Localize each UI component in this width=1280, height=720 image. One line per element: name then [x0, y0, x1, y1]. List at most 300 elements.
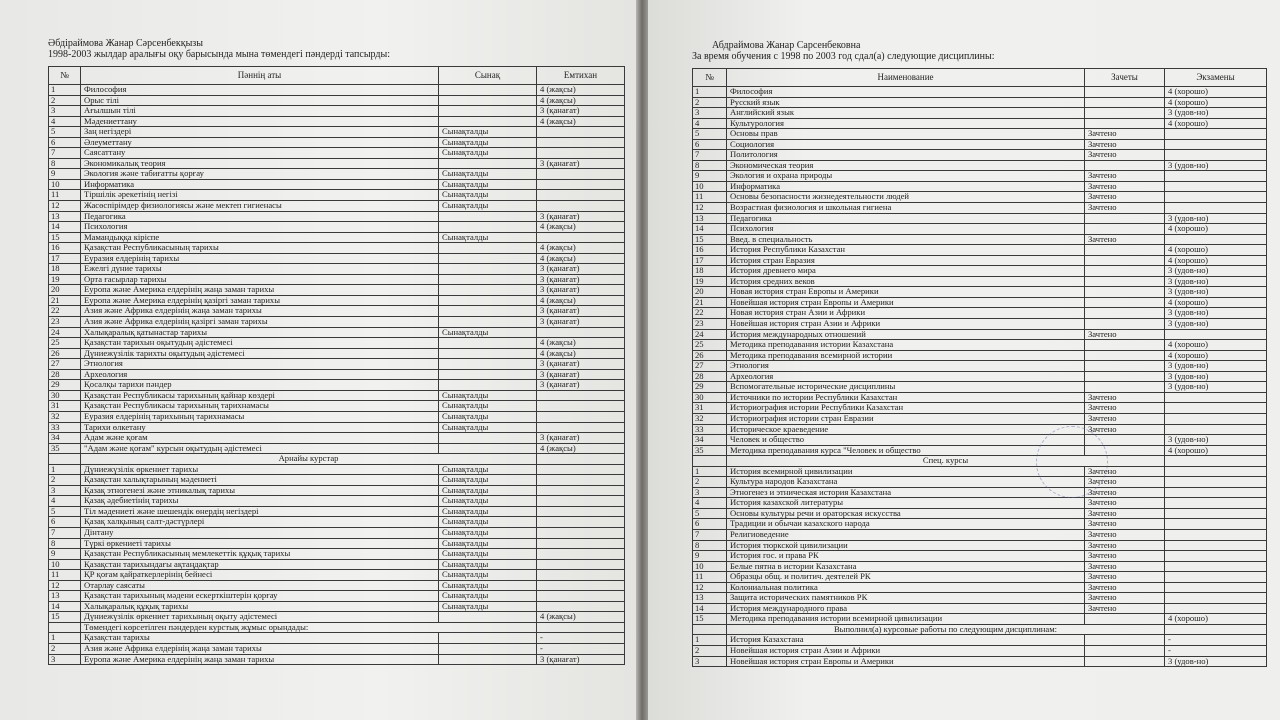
subject-name: История международных отношений — [727, 329, 1085, 340]
credit-result — [439, 443, 537, 454]
subject-name: Қазақстан Республикасының тарихы — [81, 243, 439, 254]
special-courses-header: Спец. курсы — [727, 456, 1165, 467]
subject-name: История стран Евразия — [727, 255, 1085, 266]
subject-name: Новейшая история стран Азии и Африки — [727, 645, 1085, 656]
subject-name: Этногенез и этническая история Казахстана — [727, 487, 1085, 498]
credit-result — [1085, 635, 1165, 646]
exam-grade: 3 (удов-но) — [1165, 361, 1267, 372]
row-number: 25 — [693, 340, 727, 351]
credit-result — [439, 85, 537, 96]
table-row — [693, 171, 1267, 182]
row-number: 9 — [693, 551, 727, 562]
credit-result — [439, 338, 537, 349]
credit-result — [1085, 371, 1165, 382]
row-number: 22 — [49, 306, 81, 317]
credit-result: Сынақталды — [439, 401, 537, 412]
table-row — [693, 340, 1267, 351]
credit-result — [1085, 340, 1165, 351]
row-number: 14 — [693, 224, 727, 235]
credit-result: Зачтено — [1085, 508, 1165, 519]
row-number: 18 — [49, 264, 81, 275]
subject-name: Әлеуметтану — [81, 137, 439, 148]
exam-grade: 3 (удов-но) — [1165, 371, 1267, 382]
subject-name: Методика преподавания истории Казахстана — [727, 340, 1085, 351]
subject-name: Психология — [727, 224, 1085, 235]
table-row — [49, 433, 625, 444]
table-row — [693, 424, 1267, 435]
table-row — [49, 601, 625, 612]
table-row — [49, 338, 625, 349]
table-row — [693, 466, 1267, 477]
row-number: 14 — [49, 601, 81, 612]
row-number: 33 — [49, 422, 81, 433]
exam-grade — [1165, 603, 1267, 614]
header-subject: Наименование — [727, 69, 1085, 87]
transcript-page-kazakh — [0, 0, 636, 720]
row-number: 4 — [693, 118, 727, 129]
table-row — [49, 95, 625, 106]
credit-result: Сынақталды — [439, 169, 537, 180]
exam-grade: 3 (қанағат) — [537, 433, 625, 444]
row-number: 35 — [49, 443, 81, 454]
row-number: 4 — [693, 498, 727, 509]
row-number: 6 — [693, 139, 727, 150]
credit-result — [439, 317, 537, 328]
table-row — [693, 445, 1267, 456]
table-row — [693, 551, 1267, 562]
subject-name: Түркі өркениеті тарихы — [81, 538, 439, 549]
exam-grade — [1165, 487, 1267, 498]
exam-grade: 3 (қанағат) — [537, 306, 625, 317]
exam-grade: 3 (удов-но) — [1165, 382, 1267, 393]
subject-name: Дүниежүзілік тарихты оқытудың әдістемесі — [81, 348, 439, 359]
header-subject: Пәннің аты — [81, 67, 439, 85]
section-header-row — [49, 454, 625, 465]
subject-name: Педагогика — [81, 211, 439, 222]
row-number: 27 — [693, 361, 727, 372]
table-row — [693, 582, 1267, 593]
credit-result — [1085, 276, 1165, 287]
exam-grade: 3 (удов-но) — [1165, 266, 1267, 277]
blank-cell — [537, 622, 625, 633]
row-number: 2 — [49, 95, 81, 106]
subject-name: История Казахстана — [727, 635, 1085, 646]
exam-grade — [537, 496, 625, 507]
row-number: 7 — [693, 529, 727, 540]
subject-name: Историческое краеведение — [727, 424, 1085, 435]
exam-grade — [1165, 498, 1267, 509]
exam-grade — [1165, 150, 1267, 161]
exam-grade — [537, 327, 625, 338]
exam-grade — [1165, 181, 1267, 192]
exam-grade — [537, 179, 625, 190]
row-number: 6 — [49, 137, 81, 148]
credit-result — [439, 116, 537, 127]
credit-result: Зачтено — [1085, 498, 1165, 509]
subject-name: Еуразия елдерінің тарихының тарихнамасы — [81, 411, 439, 422]
subject-name: Халықаралық құқық тарихы — [81, 601, 439, 612]
special-courses-header: Арнайы курстар — [81, 454, 537, 465]
subject-name: История казахской литературы — [727, 498, 1085, 509]
table-row — [49, 633, 625, 644]
table-row — [49, 401, 625, 412]
row-number: 20 — [49, 285, 81, 296]
row-number: 14 — [693, 603, 727, 614]
table-row — [49, 158, 625, 169]
table-row — [693, 382, 1267, 393]
exam-grade: 3 (удов-но) — [1165, 287, 1267, 298]
table-row — [49, 411, 625, 422]
subject-name: Адам және қоғам — [81, 433, 439, 444]
table-row — [49, 570, 625, 581]
subject-name: Введ. в специальность — [727, 234, 1085, 245]
subject-name: Этнология — [727, 361, 1085, 372]
exam-grade: 3 (удов-но) — [1165, 213, 1267, 224]
subject-name: Основы культуры речи и ораторская искусства — [727, 508, 1085, 519]
exam-grade: 4 (хорошо) — [1165, 224, 1267, 235]
subject-name: Заң негіздері — [81, 127, 439, 138]
row-number: 23 — [693, 319, 727, 330]
exam-grade — [1165, 582, 1267, 593]
table-row — [49, 127, 625, 138]
row-number: 35 — [693, 445, 727, 456]
table-row — [693, 181, 1267, 192]
row-number: 17 — [693, 255, 727, 266]
row-number: 24 — [693, 329, 727, 340]
blank-cell — [537, 454, 625, 465]
exam-grade — [1165, 192, 1267, 203]
exam-grade: 4 (хорошо) — [1165, 297, 1267, 308]
exam-grade — [537, 580, 625, 591]
exam-grade: 3 (удов-но) — [1165, 435, 1267, 446]
row-number: 11 — [49, 190, 81, 201]
credit-result: Зачтено — [1085, 171, 1165, 182]
credit-result: Зачтено — [1085, 150, 1165, 161]
credit-result: Сынақталды — [439, 601, 537, 612]
credit-result: Сынақталды — [439, 549, 537, 560]
blank-cell — [1165, 624, 1267, 635]
row-number: 10 — [49, 179, 81, 190]
subject-name: Археология — [81, 369, 439, 380]
row-number: 15 — [693, 614, 727, 625]
credit-result: Сынақталды — [439, 464, 537, 475]
exam-grade — [1165, 508, 1267, 519]
exam-grade — [537, 401, 625, 412]
table-row — [49, 464, 625, 475]
credit-result: Сынақталды — [439, 591, 537, 602]
row-number: 31 — [693, 403, 727, 414]
header-number: № — [693, 69, 727, 87]
exam-grade — [1165, 424, 1267, 435]
exam-grade — [1165, 129, 1267, 140]
row-number: 26 — [693, 350, 727, 361]
credit-result: Зачтено — [1085, 487, 1165, 498]
subject-name: Политология — [727, 150, 1085, 161]
credit-result — [1085, 287, 1165, 298]
subject-name: Новейшая история стран Европы и Америки — [727, 297, 1085, 308]
row-number: 1 — [693, 466, 727, 477]
subject-name: Қазақ халқының салт-дәстүрлері — [81, 517, 439, 528]
row-number: 12 — [693, 203, 727, 214]
table-row — [693, 593, 1267, 604]
exam-grade: 4 (хорошо) — [1165, 245, 1267, 256]
subject-name: История средних веков — [727, 276, 1085, 287]
subject-name: Ежелгі дүние тарихы — [81, 264, 439, 275]
exam-grade: 4 (жақсы) — [537, 253, 625, 264]
credit-result — [1085, 97, 1165, 108]
table-row — [693, 540, 1267, 551]
table-row — [49, 317, 625, 328]
table-row — [693, 361, 1267, 372]
row-number: 32 — [49, 411, 81, 422]
subject-name: Культура народов Казахстана — [727, 477, 1085, 488]
row-number: 3 — [49, 106, 81, 117]
subject-name: История всемирной цивилизации — [727, 466, 1085, 477]
row-number: 13 — [693, 213, 727, 224]
row-number: 2 — [693, 645, 727, 656]
row-number: 5 — [49, 506, 81, 517]
subject-name: Азия және Африка елдерінің қазіргі заман тарихы — [81, 317, 439, 328]
subject-name: Дүниежүзілік өркениет тарихының оқыту әдістемесі — [81, 612, 439, 623]
subject-name: Информатика — [81, 179, 439, 190]
table-row — [693, 276, 1267, 287]
credit-result — [439, 433, 537, 444]
credit-result — [439, 348, 537, 359]
subject-name: Традиции и обычаи казахского народа — [727, 519, 1085, 530]
row-number: 21 — [693, 297, 727, 308]
credit-result: Зачтено — [1085, 540, 1165, 551]
subject-name: Саясаттану — [81, 148, 439, 159]
exam-grade — [537, 464, 625, 475]
subject-name: Қазақстан Республикасы тарихының қайнар көздері — [81, 390, 439, 401]
credit-result — [1085, 245, 1165, 256]
subject-name: История международного права — [727, 603, 1085, 614]
row-number: 21 — [49, 295, 81, 306]
exam-grade — [1165, 139, 1267, 150]
exam-grade — [537, 570, 625, 581]
exam-grade — [537, 127, 625, 138]
table-row — [49, 422, 625, 433]
row-number: 16 — [49, 243, 81, 254]
subject-name: Экология және табиғатты қорғау — [81, 169, 439, 180]
row-number: 20 — [693, 287, 727, 298]
subject-name: Экономикалық теория — [81, 158, 439, 169]
blank-cell — [49, 454, 81, 465]
row-number: 2 — [693, 97, 727, 108]
row-number: 15 — [49, 232, 81, 243]
credit-result: Сынақталды — [439, 580, 537, 591]
credit-result: Сынақталды — [439, 527, 537, 538]
table-row — [693, 245, 1267, 256]
credit-result: Зачтено — [1085, 424, 1165, 435]
credit-result — [1085, 445, 1165, 456]
transcript-page-russian — [648, 0, 1280, 720]
exam-grade: 3 (қанағат) — [537, 380, 625, 391]
subject-name: Тарихи өлкетану — [81, 422, 439, 433]
credit-result — [1085, 160, 1165, 171]
exam-grade: - — [537, 643, 625, 654]
table-row — [49, 517, 625, 528]
credit-result — [1085, 266, 1165, 277]
credit-result: Зачтено — [1085, 593, 1165, 604]
credit-result: Сынақталды — [439, 232, 537, 243]
subject-name: Основы безопасности жизнедеятельности людей — [727, 192, 1085, 203]
subject-name: Психология — [81, 222, 439, 233]
exam-grade — [1165, 392, 1267, 403]
subject-name: Педагогика — [727, 213, 1085, 224]
subject-name: Белые пятна в истории Казахстана — [727, 561, 1085, 572]
subject-name: Философия — [81, 85, 439, 96]
subject-name: Новейшая история стран Азии и Африки — [727, 319, 1085, 330]
row-number: 1 — [693, 635, 727, 646]
row-number: 4 — [49, 496, 81, 507]
header-number: № — [49, 67, 81, 85]
credit-result — [1085, 308, 1165, 319]
exam-grade — [537, 485, 625, 496]
table-row — [49, 137, 625, 148]
row-number: 8 — [49, 158, 81, 169]
exam-grade: 4 (жақсы) — [537, 348, 625, 359]
intro-text: 1998-2003 жылдар аралығы оқу барысында мына төмендегі пәндерді тапсырды: — [48, 49, 391, 60]
subject-name: Орыс тілі — [81, 95, 439, 106]
table-row — [693, 255, 1267, 266]
credit-result: Зачтено — [1085, 477, 1165, 488]
credit-result: Зачтено — [1085, 529, 1165, 540]
subject-name: Философия — [727, 87, 1085, 98]
row-number: 10 — [693, 561, 727, 572]
credit-result — [1085, 118, 1165, 129]
exam-grade: 4 (жақсы) — [537, 95, 625, 106]
row-number: 2 — [693, 477, 727, 488]
header-credit: Зачеты — [1085, 69, 1165, 87]
table-row — [49, 612, 625, 623]
row-number: 2 — [49, 643, 81, 654]
table-row — [693, 192, 1267, 203]
table-row — [693, 561, 1267, 572]
row-number: 19 — [49, 274, 81, 285]
credit-result: Зачтено — [1085, 139, 1165, 150]
exam-grade — [1165, 203, 1267, 214]
table-row — [693, 108, 1267, 119]
subject-name: Культурология — [727, 118, 1085, 129]
table-row — [49, 201, 625, 212]
credit-result — [1085, 350, 1165, 361]
row-number: 13 — [693, 593, 727, 604]
exam-grade — [537, 591, 625, 602]
subject-name: Қазақстан Республикасының мемлекеттік құқық тарихы — [81, 549, 439, 560]
row-number: 6 — [49, 517, 81, 528]
section-header-row — [693, 624, 1267, 635]
row-number: 8 — [693, 540, 727, 551]
subject-name: Орта ғасырлар тарихы — [81, 274, 439, 285]
table-row — [693, 413, 1267, 424]
exam-grade: 3 (қанағат) — [537, 654, 625, 665]
credit-result: Зачтено — [1085, 519, 1165, 530]
header-credit: Сынақ — [439, 67, 537, 85]
credit-result: Сынақталды — [439, 127, 537, 138]
exam-grade — [1165, 529, 1267, 540]
subject-name: Тіл мәдениеті және шешендік өнердің негіздері — [81, 506, 439, 517]
credit-result — [439, 380, 537, 391]
header-exam: Емтихан — [537, 67, 625, 85]
credit-result: Зачтено — [1085, 603, 1165, 614]
table-row — [693, 403, 1267, 414]
row-number: 33 — [693, 424, 727, 435]
table-row — [49, 359, 625, 370]
table-header-row — [693, 69, 1267, 87]
table-row — [49, 580, 625, 591]
credit-result: Сынақталды — [439, 411, 537, 422]
exam-grade: 3 (удов-но) — [1165, 319, 1267, 330]
table-row — [693, 498, 1267, 509]
row-number: 8 — [49, 538, 81, 549]
exam-grade — [1165, 551, 1267, 562]
row-number: 5 — [693, 508, 727, 519]
row-number: 12 — [49, 201, 81, 212]
exam-grade — [537, 390, 625, 401]
row-number: 30 — [49, 390, 81, 401]
table-row — [693, 435, 1267, 446]
row-number: 7 — [49, 148, 81, 159]
book-spine — [636, 0, 648, 720]
table-row — [49, 148, 625, 159]
credit-result — [1085, 645, 1165, 656]
exam-grade — [537, 475, 625, 486]
exam-grade: 4 (жақсы) — [537, 612, 625, 623]
subject-name: Новая история стран Азии и Африки — [727, 308, 1085, 319]
subject-name: Қазақстан тарихындағы ақтаңдақтар — [81, 559, 439, 570]
exam-grade: - — [1165, 635, 1267, 646]
subject-name: Тіршілік әрекетінің негізі — [81, 190, 439, 201]
exam-grade: 3 (удов-но) — [1165, 160, 1267, 171]
subject-name: Отарлау саясаты — [81, 580, 439, 591]
credit-result — [1085, 224, 1165, 235]
table-row — [49, 274, 625, 285]
row-number: 18 — [693, 266, 727, 277]
subject-name: Религиоведение — [727, 529, 1085, 540]
exam-grade: 4 (хорошо) — [1165, 614, 1267, 625]
table-row — [49, 591, 625, 602]
credit-result — [1085, 255, 1165, 266]
table-row — [49, 116, 625, 127]
credit-result — [439, 211, 537, 222]
subject-name: Этнология — [81, 359, 439, 370]
credit-result — [439, 369, 537, 380]
table-row — [693, 213, 1267, 224]
grades-table — [48, 66, 625, 665]
subject-name: ҚР қоғам қайраткерлерінің бейнесі — [81, 570, 439, 581]
exam-grade — [537, 422, 625, 433]
subject-name: Еуразия елдерінің тарихы — [81, 253, 439, 264]
credit-result: Сынақталды — [439, 137, 537, 148]
table-row — [49, 485, 625, 496]
row-number: 6 — [693, 519, 727, 530]
credit-result — [1085, 361, 1165, 372]
subject-name: Азия және Африка елдерінің жаңа заман тарихы — [81, 643, 439, 654]
exam-grade: 3 (қанағат) — [537, 264, 625, 275]
table-row — [693, 224, 1267, 235]
exam-grade — [1165, 561, 1267, 572]
exam-grade — [537, 190, 625, 201]
exam-grade: - — [1165, 645, 1267, 656]
exam-grade — [1165, 234, 1267, 245]
exam-grade — [1165, 477, 1267, 488]
subject-name: Социология — [727, 139, 1085, 150]
credit-result — [439, 95, 537, 106]
credit-result: Зачтено — [1085, 129, 1165, 140]
subject-name: Қазақстан тарихын оқытудың әдістемесі — [81, 338, 439, 349]
credit-result — [439, 306, 537, 317]
